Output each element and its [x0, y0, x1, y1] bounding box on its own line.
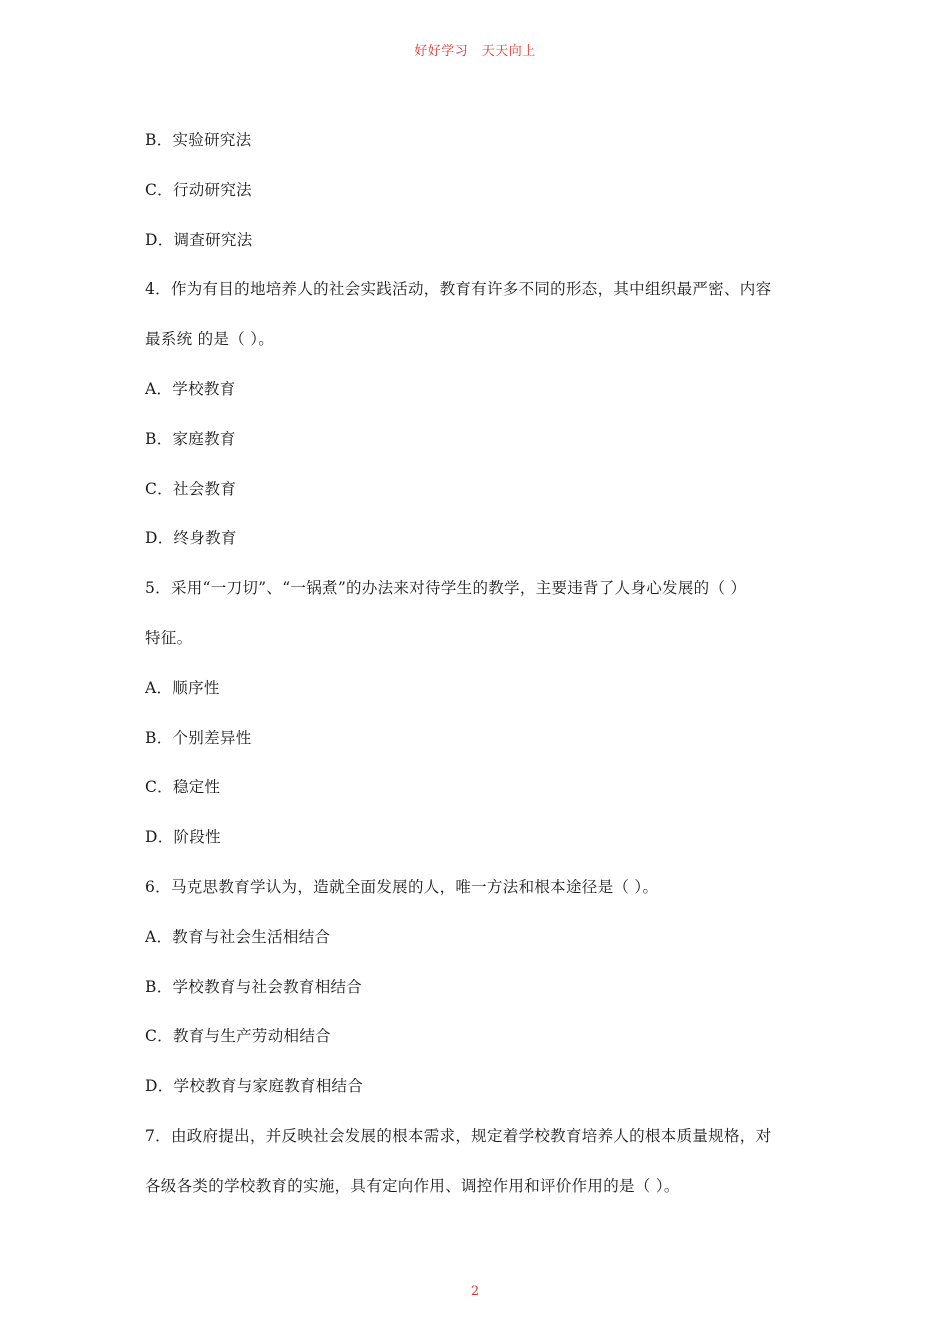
document-body: [145, 124, 815, 1220]
option-line: C．稳定性: [145, 778, 221, 797]
option-line: B．实验研究法: [145, 131, 252, 149]
page-header: 好好学习 天天向上: [414, 44, 536, 59]
option-line: C．教育与生产劳动相结合: [145, 1027, 331, 1046]
option-line: D．终身教育: [145, 529, 237, 548]
option-line: B．个别差异性: [145, 728, 252, 747]
option-line: B．学校教育与社会教育相结合: [145, 977, 363, 996]
page-number: 2: [470, 1284, 480, 1299]
question-line: 各级各类的学校教育的实施，具有定向作用、调控作用和评价作用的是（ ）。: [145, 1176, 680, 1195]
option-line: A．学校教育: [145, 379, 236, 398]
question-line: 7．由政府提出，并反映社会发展的根本需求，规定着学校教育培养人的根本质量规格，对: [145, 1126, 772, 1145]
question-line: 最系统 的是（ ）。: [145, 330, 275, 349]
option-line: D．学校教育与家庭教育相结合: [145, 1077, 364, 1096]
option-line: C．行动研究法: [145, 180, 252, 199]
option-line: D．调查研究法: [145, 230, 253, 249]
question-line: 特征。: [145, 628, 193, 647]
question-line: 6．马克思教育学认为，造就全面发展的人，唯一方法和根本途径是（ ）。: [145, 877, 659, 896]
question-line: 4．作为有目的地培养人的社会实践活动，教育有许多不同的形态，其中组织最严密、内容: [145, 280, 772, 299]
question-line: 5．采用“一刀切”、“一锅煮”的办法来对待学生的教学，主要违背了人身心发展的（ ）: [145, 579, 747, 598]
option-line: A．顺序性: [145, 678, 220, 697]
option-line: D．阶段性: [145, 828, 221, 847]
option-line: A．教育与社会生活相结合: [145, 927, 331, 946]
option-line: B．家庭教育: [145, 429, 236, 448]
option-line: C．社会教育: [145, 479, 237, 498]
